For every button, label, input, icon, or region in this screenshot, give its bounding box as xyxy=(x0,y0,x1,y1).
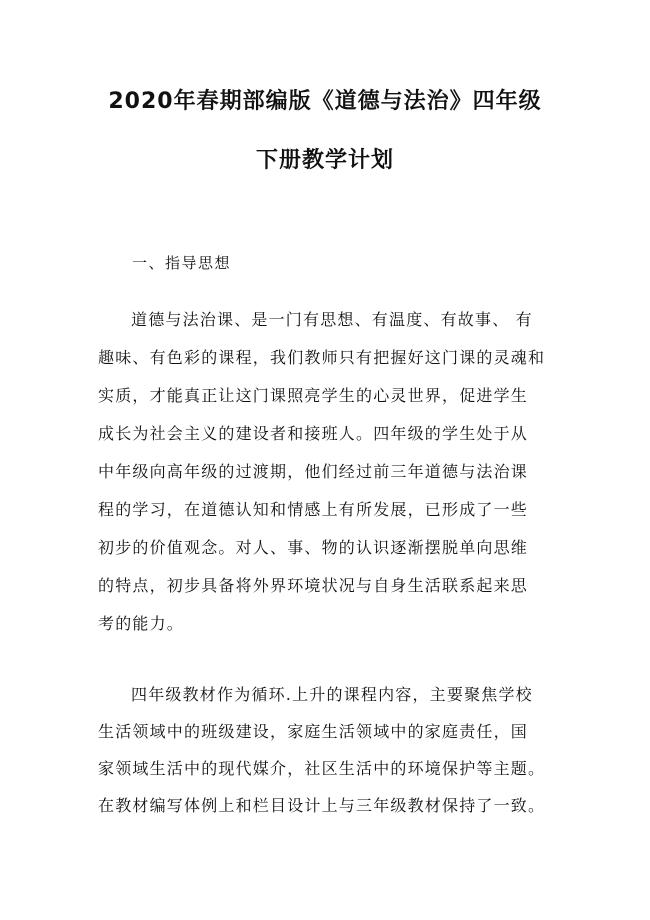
paragraph-line: 四年级教材作为循环.上升的课程内容，主要聚焦学校 xyxy=(131,685,533,704)
paragraph-line: 初步的价值观念。对人、事、物的认识逐渐摆脱单向思维 xyxy=(98,538,529,557)
paragraph-line: 家领域生活中的现代媒介，社区生活中的环境保护等主题。 xyxy=(98,759,546,778)
paragraph-line: 成长为社会主义的建设者和接班人。四年级的学生处于从 xyxy=(98,424,529,443)
document-title-line-2: 下册教学计划 xyxy=(255,148,394,173)
paragraph-line: 中年级向高年级的过渡期，他们经过前三年道德与法治课 xyxy=(98,462,529,481)
paragraph-line: 程的学习，在道德认知和情感上有所发展，已形成了一些 xyxy=(98,500,529,519)
paragraph-line: 在教材编写体例上和栏目设计上与三年级教材保持了一致。 xyxy=(98,796,546,815)
document-title-line-1: 2020年春期部编版《道德与法治》四年级 xyxy=(108,89,542,114)
paragraph-line: 实质，才能真正让这门课照亮学生的心灵世界，促进学生 xyxy=(98,386,529,405)
paragraph-line: 道德与法治课、是一门有思想、有温度、有故事、 有 xyxy=(131,310,533,329)
section-heading-guiding-thought: 一、指导思想 xyxy=(132,254,232,272)
paragraph-line: 生活领域中的班级建设，家庭生活领域中的家庭责任，国 xyxy=(98,722,529,741)
paragraph-line: 趣味、有色彩的课程，我们教师只有把握好这门课的灵魂和 xyxy=(98,348,546,367)
paragraph-line: 考的能力。 xyxy=(98,614,185,633)
paragraph-line: 的特点，初步具备将外界环境状况与自身生活联系起来思 xyxy=(98,576,529,595)
